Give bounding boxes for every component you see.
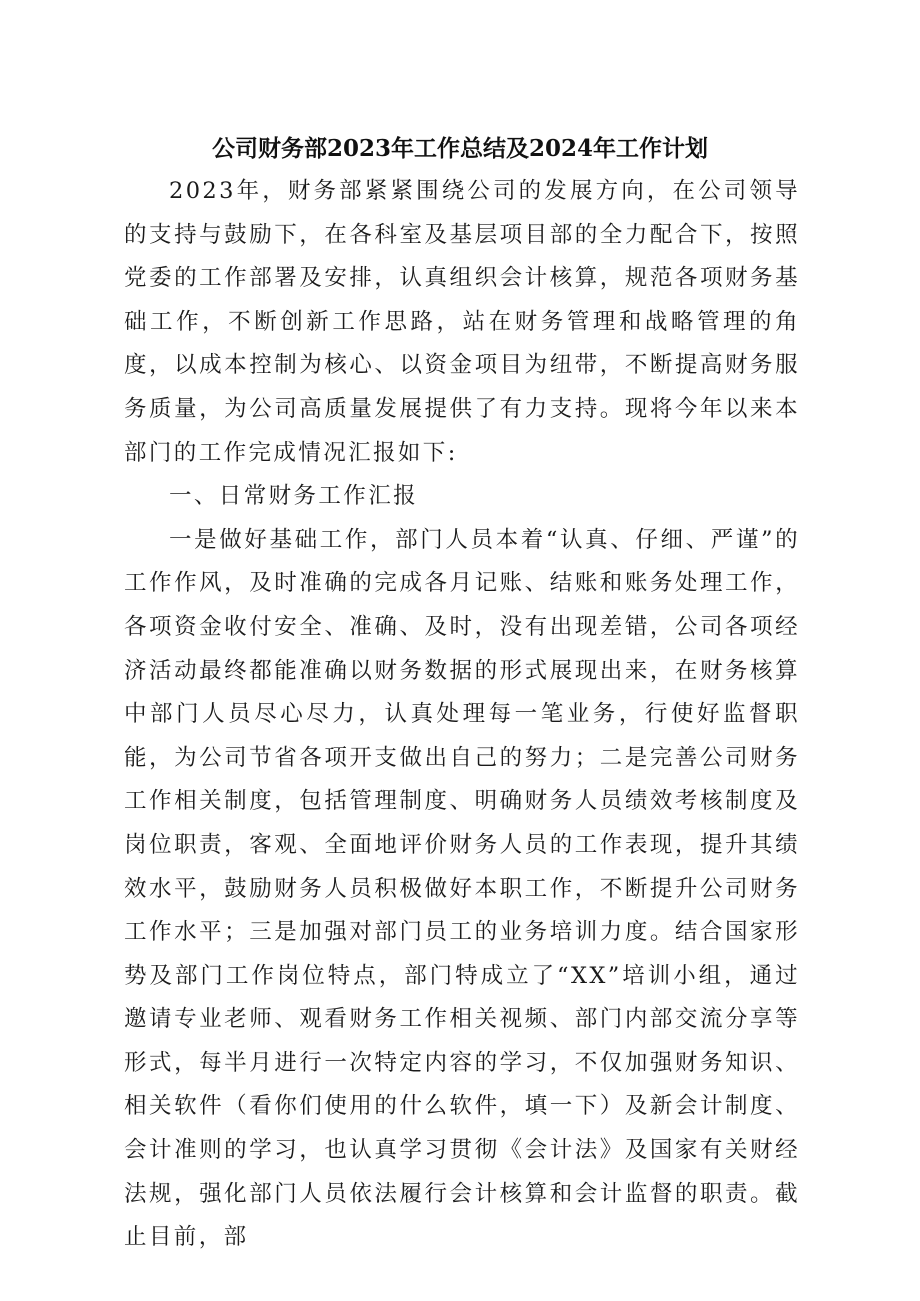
section-heading: 一、日常财务工作汇报 — [169, 483, 419, 510]
document-title: 公司财务部2023年工作总结及2024年工作计划 — [211, 135, 709, 162]
document-body — [124, 170, 800, 1260]
intro-paragraph: 2023年，财务部紧紧围绕公司的发展方向，在公司领导的支持与鼓励下，在各科室及基层项目部的全力配合下，按照党委的工作部署及安排，认真组织会计核算，规范各项财务基础工作，不断创新工作思路，站在财务管理和战略管理的角度，以成本控制为核心、以资金项目为纽带，不断提高财务服务质量，为公司高质量发展提供了有力支持。现将今年以来本部门的工作完成情况汇报如下: — [124, 178, 800, 466]
body-paragraph: 一是做好基础工作，部门人员本着“认真、仔细、严谨”的工作作风，及时准确的完成各月记账、结账和账务处理工作，各项资金收付安全、准确、及时，没有出现差错，公司各项经济活动最终都能准确以财务数据的形式展现出来，在财务核算中部门人员尽心尽力，认真处理每一笔业务，行使好监督职能，为公司节省各项开支做出自己的努力；二是完善公司财务工作相关制度，包括管理制度、明确财务人员绩效考核制度及岗位职责，客观、全面地评价财务人员的工作表现，提升其绩效水平，鼓励财务人员积极做好本职工作，不断提升公司财务工作水平；三是加强对部门员工的业务培训力度。结合国家形势及部门工作岗位特点，部门特成立了“XX”培训小组，通过邀请专业老师、观看财务工作相关视频、部门内部交流分享等形式，每半月进行一次特定内容的学习，不仅加强财务知识、相关软件（看你们使用的什么软件，填一下）及新会计制度、会计准则的学习，也认真学习贯彻《会计法》及国家有关财经法规，强化部门人员依法履行会计核算和会计监督的职责。截止目前，部 — [124, 526, 800, 1251]
